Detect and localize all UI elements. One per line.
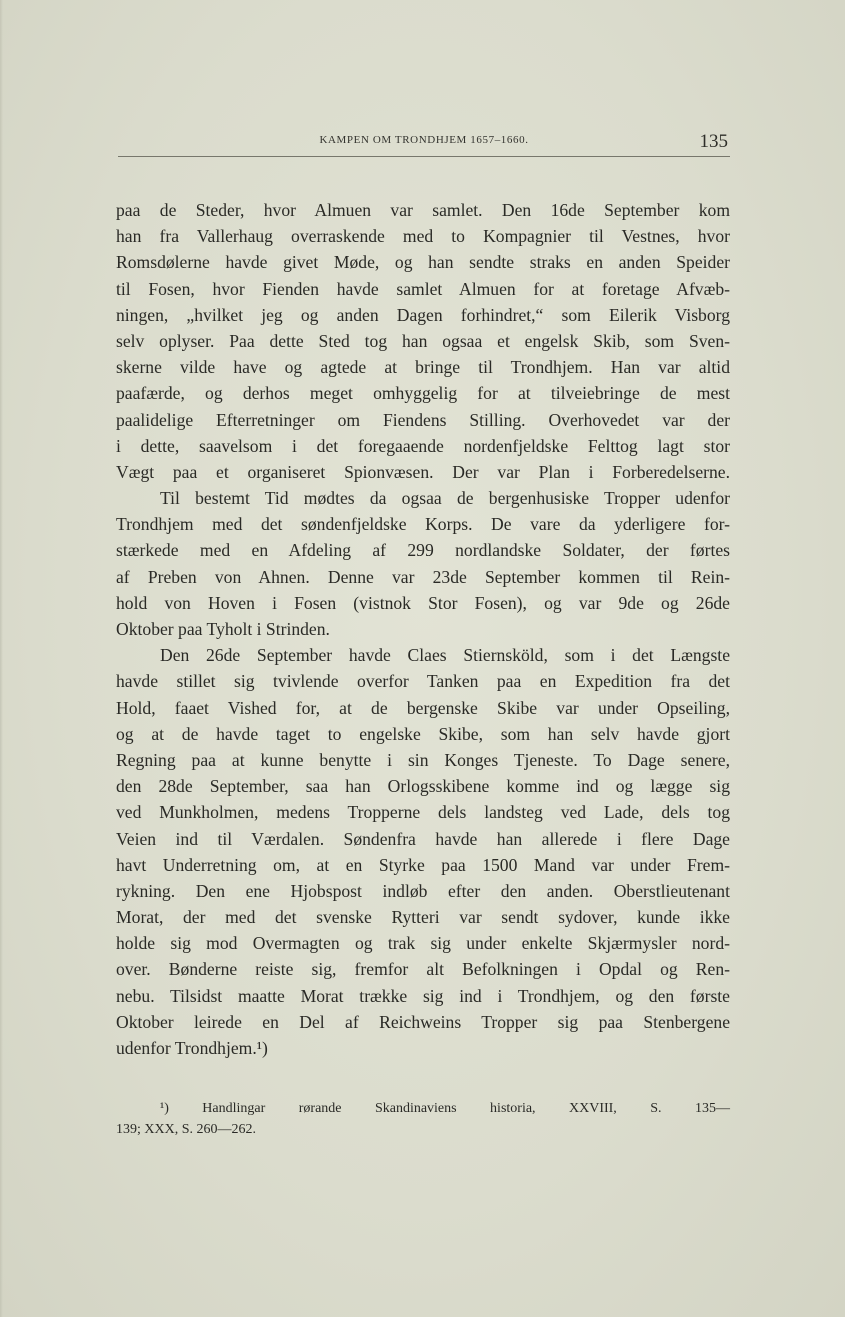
text-line: Veien ind til Værdalen. Søndenfra havde han allerede i flere Dage xyxy=(116,828,730,849)
footnote-line: ¹) Handlingar rørande Skandinaviens historia, XXVIII, S. 135— xyxy=(160,1101,730,1116)
text-line: nebu. Tilsidst maatte Morat trække sig ind i Trondhjem, og den første xyxy=(116,985,730,1006)
page-number: 135 xyxy=(699,131,728,152)
footnote xyxy=(116,1098,730,1140)
text-line: Oktober leirede en Del af Reichweins Tropper sig paa Stenbergene xyxy=(116,1011,730,1032)
text-line: skerne vilde have og agtede at bringe til Trondhjem. Han var altid xyxy=(116,357,730,378)
text-line: over. Bønderne reiste sig, fremfor alt Befolkningen i Opdal og Ren- xyxy=(116,959,730,980)
text-line: til Fosen, hvor Fienden havde samlet Almuen for at foretage Afvæb- xyxy=(116,278,730,299)
text-line: i dette, saavelsom i det foregaaende nordenfjeldske Felttog lagt stor xyxy=(116,435,730,456)
page-header xyxy=(118,128,730,158)
text-line: Regning paa at kunne benytte i sin Konges Tjeneste. To Dage senere, xyxy=(116,749,730,770)
text-line: rykning. Den ene Hjobspost indløb efter den anden. Oberstlieutenant xyxy=(116,880,730,901)
text-line: paafærde, og derhos meget omhyggelig for at tilveiebringe de mest xyxy=(116,383,730,404)
text-line: og at de havde taget to engelske Skibe, som han selv havde gjort xyxy=(116,723,730,744)
text-line: havde stillet sig tvivlende overfor Tanken paa en Expedition fra det xyxy=(116,671,730,692)
text-line: Den 26de September havde Claes Stiernsköld, som i det Længste xyxy=(160,645,730,666)
body-text xyxy=(116,197,730,1061)
text-line: hold von Hoven i Fosen (vistnok Stor Fosen), og var 9de og 26de xyxy=(116,592,730,613)
text-line: Hold, faaet Vished for, at de bergenske Skibe var under Opseiling, xyxy=(116,697,730,718)
text-line: Morat, der med det svenske Rytteri var sendt sydover, kunde ikke xyxy=(116,907,730,928)
text-line: udenfor Trondhjem.¹) xyxy=(116,1038,268,1058)
text-line: Til bestemt Tid mødtes da ogsaa de bergenhusiske Tropper udenfor xyxy=(160,488,730,509)
text-line: den 28de September, saa han Orlogsskibene komme ind og lægge sig xyxy=(116,776,730,797)
text-line: paa de Steder, hvor Almuen var samlet. Den 16de September kom xyxy=(116,200,730,220)
text-line: paalidelige Efterretninger om Fiendens Stilling. Overhovedet var der xyxy=(116,409,730,430)
text-line: havt Underretning om, at en Styrke paa 1500 Mand var under Frem- xyxy=(116,854,730,875)
text-line: stærkede med en Afdeling af 299 nordlandske Soldater, der førtes xyxy=(116,540,730,561)
text-line: Romsdølerne havde givet Møde, og han sendte straks en anden Speider xyxy=(116,252,730,273)
text-line: af Preben von Ahnen. Denne var 23de September kommen til Rein- xyxy=(116,566,730,587)
text-line: Trondhjem med det søndenfjeldske Korps. De vare da yderligere for- xyxy=(116,514,730,535)
text-line: ved Munkholmen, medens Tropperne dels landsteg ved Lade, dels tog xyxy=(116,802,730,823)
page-edge xyxy=(0,0,3,1317)
footnote-line: 139; XXX, S. 260—262. xyxy=(116,1122,257,1137)
text-line: han fra Vallerhaug overraskende med to Kompagnier til Vestnes, hvor xyxy=(116,226,730,247)
text-line: Vægt paa et organiseret Spionvæsen. Der var Plan i Forberedelserne. xyxy=(116,461,730,482)
text-line: ningen, „hvilket jeg og anden Dagen forhindret,“ som Eilerik Visborg xyxy=(116,304,730,325)
header-rule xyxy=(118,156,730,157)
running-head: KAMPEN OM TRONDHJEM 1657–1660. xyxy=(319,134,529,146)
text-line: selv oplyser. Paa dette Sted tog han ogsaa et engelsk Skib, som Sven- xyxy=(116,330,730,351)
text-line: Oktober paa Tyholt i Strinden. xyxy=(116,619,330,639)
text-line: holde sig mod Overmagten og trak sig under enkelte Skjærmysler nord- xyxy=(116,933,730,954)
